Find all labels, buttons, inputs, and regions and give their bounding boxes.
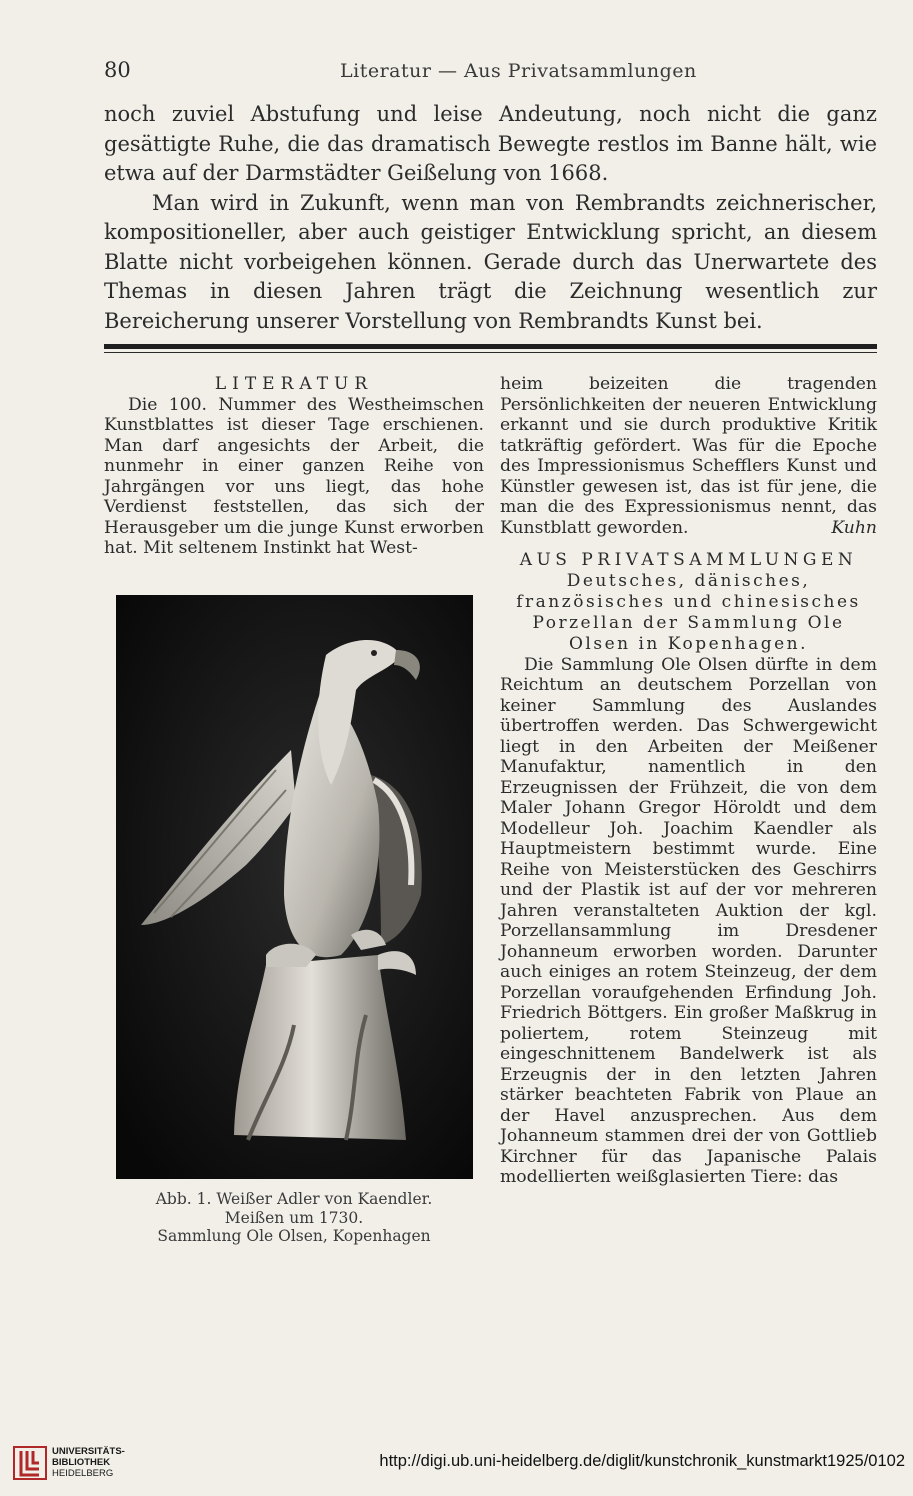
caption-line-1: Abb. 1. Weißer Adler von Kaendler. <box>155 1190 433 1208</box>
caption-line-2: Meißen um 1730. <box>224 1208 364 1227</box>
library-logo[interactable] <box>10 1440 130 1486</box>
logo-line-2: BIBLIOTHEK <box>52 1457 111 1468</box>
literatur-continuation-text: heim beizeiten die tragenden Persönlichkeiten der neueren Entwicklung erkannt und sie durch produktive Kritik tatkräftig gefördert. Was für die Epoche des Impressionismus Schefflers Kunst und Künstler gewesen ist, das ist für jene, die man die des Expressionismus nennt, das Kunstblatt geworden. <box>500 374 877 538</box>
running-head: Literatur — Aus Privatsammlungen <box>340 60 697 82</box>
eagle-figure-image <box>116 595 473 1179</box>
top-paragraph-1: noch zuviel Abstufung und leise Andeutung, noch nicht die ganz gesättigte Ruhe, die das dramatisch Bewegte restlos im Banne hält, wie etwa auf der Darmstädter Geißelung von 1668. <box>104 102 877 185</box>
literatur-heading: LITERATUR <box>214 374 374 394</box>
right-column <box>500 374 877 1188</box>
section-divider-thin <box>104 352 877 353</box>
privatsammlungen-paragraph: Die Sammlung Ole Olsen dürfte in dem Reichtum an deutschem Porzellan von keiner Sammlung des Auslandes übertroffen werden. Das Schwergewicht liegt in den Arbeiten der Meißener Manufaktur, namentlich in den Erzeugnissen der Frühzeit, die von dem Maler Johann Gregor Höroldt und dem Modelleur Joh. Joachim Kaendler als Hauptmeistern bestimmt wurde. Eine Reihe von Meisterstücken des Geschirrs und der Plastik ist auf der vor mehreren Jahren veranstalteten Auktion der kgl. Porzellansammlung im Dresdener Johanneum erworben worden. Darunter auch einiges an rotem Steinzeug, der dem Porzellan voraufgehenden Erfindung Joh. Friedrich Böttgers. Ein großer Maßkrug in poliertem, rotem Steinzeug mit eingeschnittenem Bandelwerk ist als Erzeugnis der in den letzten Jahren stärker beachteten Fabrik von Plaue an der Havel anzusprechen. Aus dem Johanneum stammen drei der von Gottlieb Kirchner für das Japanische Palais modellierten weißglasierten Tiere: das <box>500 654 877 1187</box>
privatsammlungen-heading: AUS PRIVATSAMMLUNGEN <box>519 550 858 570</box>
library-logo-icon <box>12 1445 48 1481</box>
literatur-paragraph: Die 100. Nummer des Westheimschen Kunstblattes ist dieser Tage erschienen. Man darf angesichts der Arbeit, die nunmehr in einer ganzen Reihe von Jahrgängen vor uns liegt, das hohe Verdienst feststellen, das sich der Herausgeber um die junge Kunst erworben hat. Mit seltenem Instinkt hat West- <box>104 394 484 558</box>
literatur-continuation <box>500 374 877 538</box>
page-number: 80 <box>104 58 131 82</box>
figure-caption <box>104 1190 484 1246</box>
logo-line-3: HEIDELBERG <box>52 1468 114 1479</box>
section-divider-thick <box>104 344 877 349</box>
top-paragraph-2: Man wird in Zukunft, wenn man von Rembrandts zeichnerischer, kompositioneller, aber auch geistiger Entwicklung spricht, an diesem Blatte nicht vorbeigehen können. Gerade durch das Unerwartete des Themas in diesen Jahren trägt die Zeichnung wesentlich zur Bereicherung unserer Vorstellung von Rembrandts Kunst bei. <box>104 190 877 333</box>
source-url-link[interactable]: http://digi.ub.uni-heidelberg.de/diglit/kunstchronik_kunstmarkt1925/0102 <box>379 1452 905 1470</box>
caption-line-3: Sammlung Ole Olsen, Kopenhagen <box>157 1227 431 1245</box>
privatsammlungen-subheading: Deutsches, dänisches, französisches und chinesisches Porzellan der Sammlung Ole Olsen in Kopenhagen. <box>516 570 861 654</box>
logo-line-1: UNIVERSITÄTS- <box>52 1446 125 1457</box>
top-text-block <box>104 100 877 336</box>
eagle-photo <box>116 595 473 1179</box>
left-column <box>104 374 484 559</box>
author-signature: Kuhn <box>831 517 877 538</box>
